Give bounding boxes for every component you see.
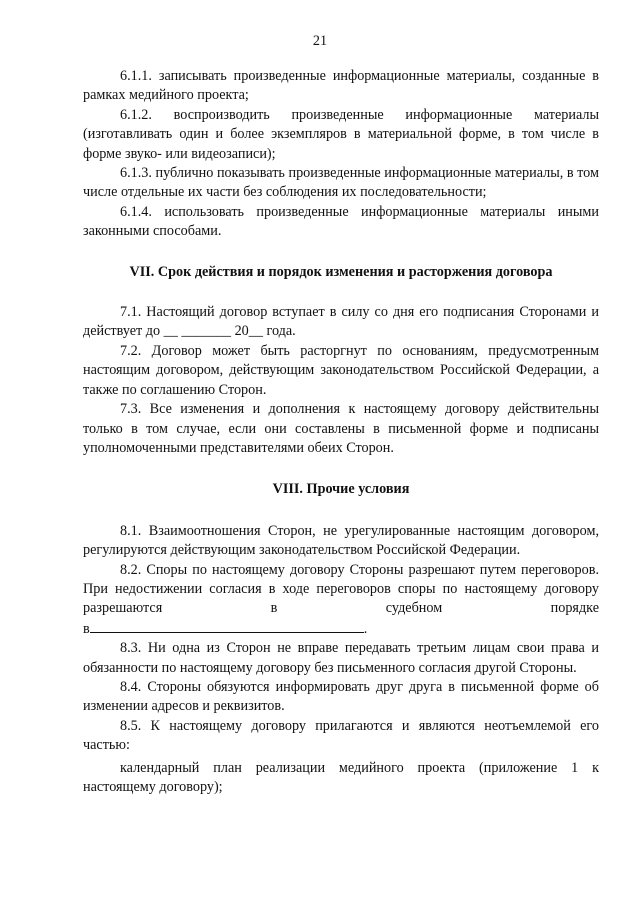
clause-8-2: 8.2. Споры по настоящему договору Стороны разрешают путем переговоров. При недостижении согласия в ходе переговоров споры по настоящему договору разрешаются в судебном порядке xyxy=(83,561,599,617)
document-body xyxy=(83,67,599,797)
page-number: 21 xyxy=(312,33,328,49)
clause-7-3: 7.3. Все изменения и дополнения к настоящему договору действительны только в том случае, если они составлены в письменной форме и подписаны уполномоченными представителями обеих Сторон. xyxy=(83,401,599,456)
section-8-heading: VIII. Прочие условия xyxy=(272,481,410,498)
clause-6-1-4: 6.1.4. использовать произведенные информационные материалы иными законными способами. xyxy=(83,203,599,240)
clause-6-1-1: 6.1.1. записывать произведенные информационные материалы, созданные в рамках медийного проекта; xyxy=(83,68,599,104)
clause-7-1: 7.1. Настоящий договор вступает в силу со дня его подписания Сторонами и действует до __ _______ 20__ года. xyxy=(83,304,599,340)
clause-8-4: 8.4. Стороны обязуются информировать друг друга в письменной форме об изменении адресов и реквизитов. xyxy=(83,678,599,715)
court-prefix: в xyxy=(83,620,90,637)
court-name-blank xyxy=(90,619,364,633)
clause-8-3: 8.3. Ни одна из Сторон не вправе передавать третьим лицам свои права и обязанности по настоящему договору без письменного согласия другой Стороны. xyxy=(83,640,599,676)
court-suffix: . xyxy=(363,620,368,637)
clause-7-2: 7.2. Договор может быть расторгнут по основаниям, предусмотренным настоящим договором, действующим законодательством Российской Федерации, а также по соглашению Сторон. xyxy=(83,342,599,398)
clause-8-1: 8.1. Взаимоотношения Сторон, не урегулированные настоящим договором, регулируются действующим законодательством Российской Федерации. xyxy=(83,522,599,559)
clause-8-2-court-line xyxy=(83,619,599,639)
clause-8-5: 8.5. К настоящему договору прилагаются и являются неотъемлемой его частью: xyxy=(83,717,599,754)
clause-6-1-2: 6.1.2. воспроизводить произведенные информационные материалы (изготавливать один и более экземпляров в материальной форме, в том числе в форме звуко- или видеозаписи); xyxy=(83,106,599,162)
clause-6-1-3: 6.1.3. публично показывать произведенные информационные материалы, в том числе отдельные их части без соблюдения их последовательности; xyxy=(83,165,599,201)
clause-8-5-item: календарный план реализации медийного проекта (приложение 1 к настоящему договору); xyxy=(83,759,599,795)
section-7-heading: VII. Срок действия и порядок изменения и расторжения договора xyxy=(129,263,553,280)
